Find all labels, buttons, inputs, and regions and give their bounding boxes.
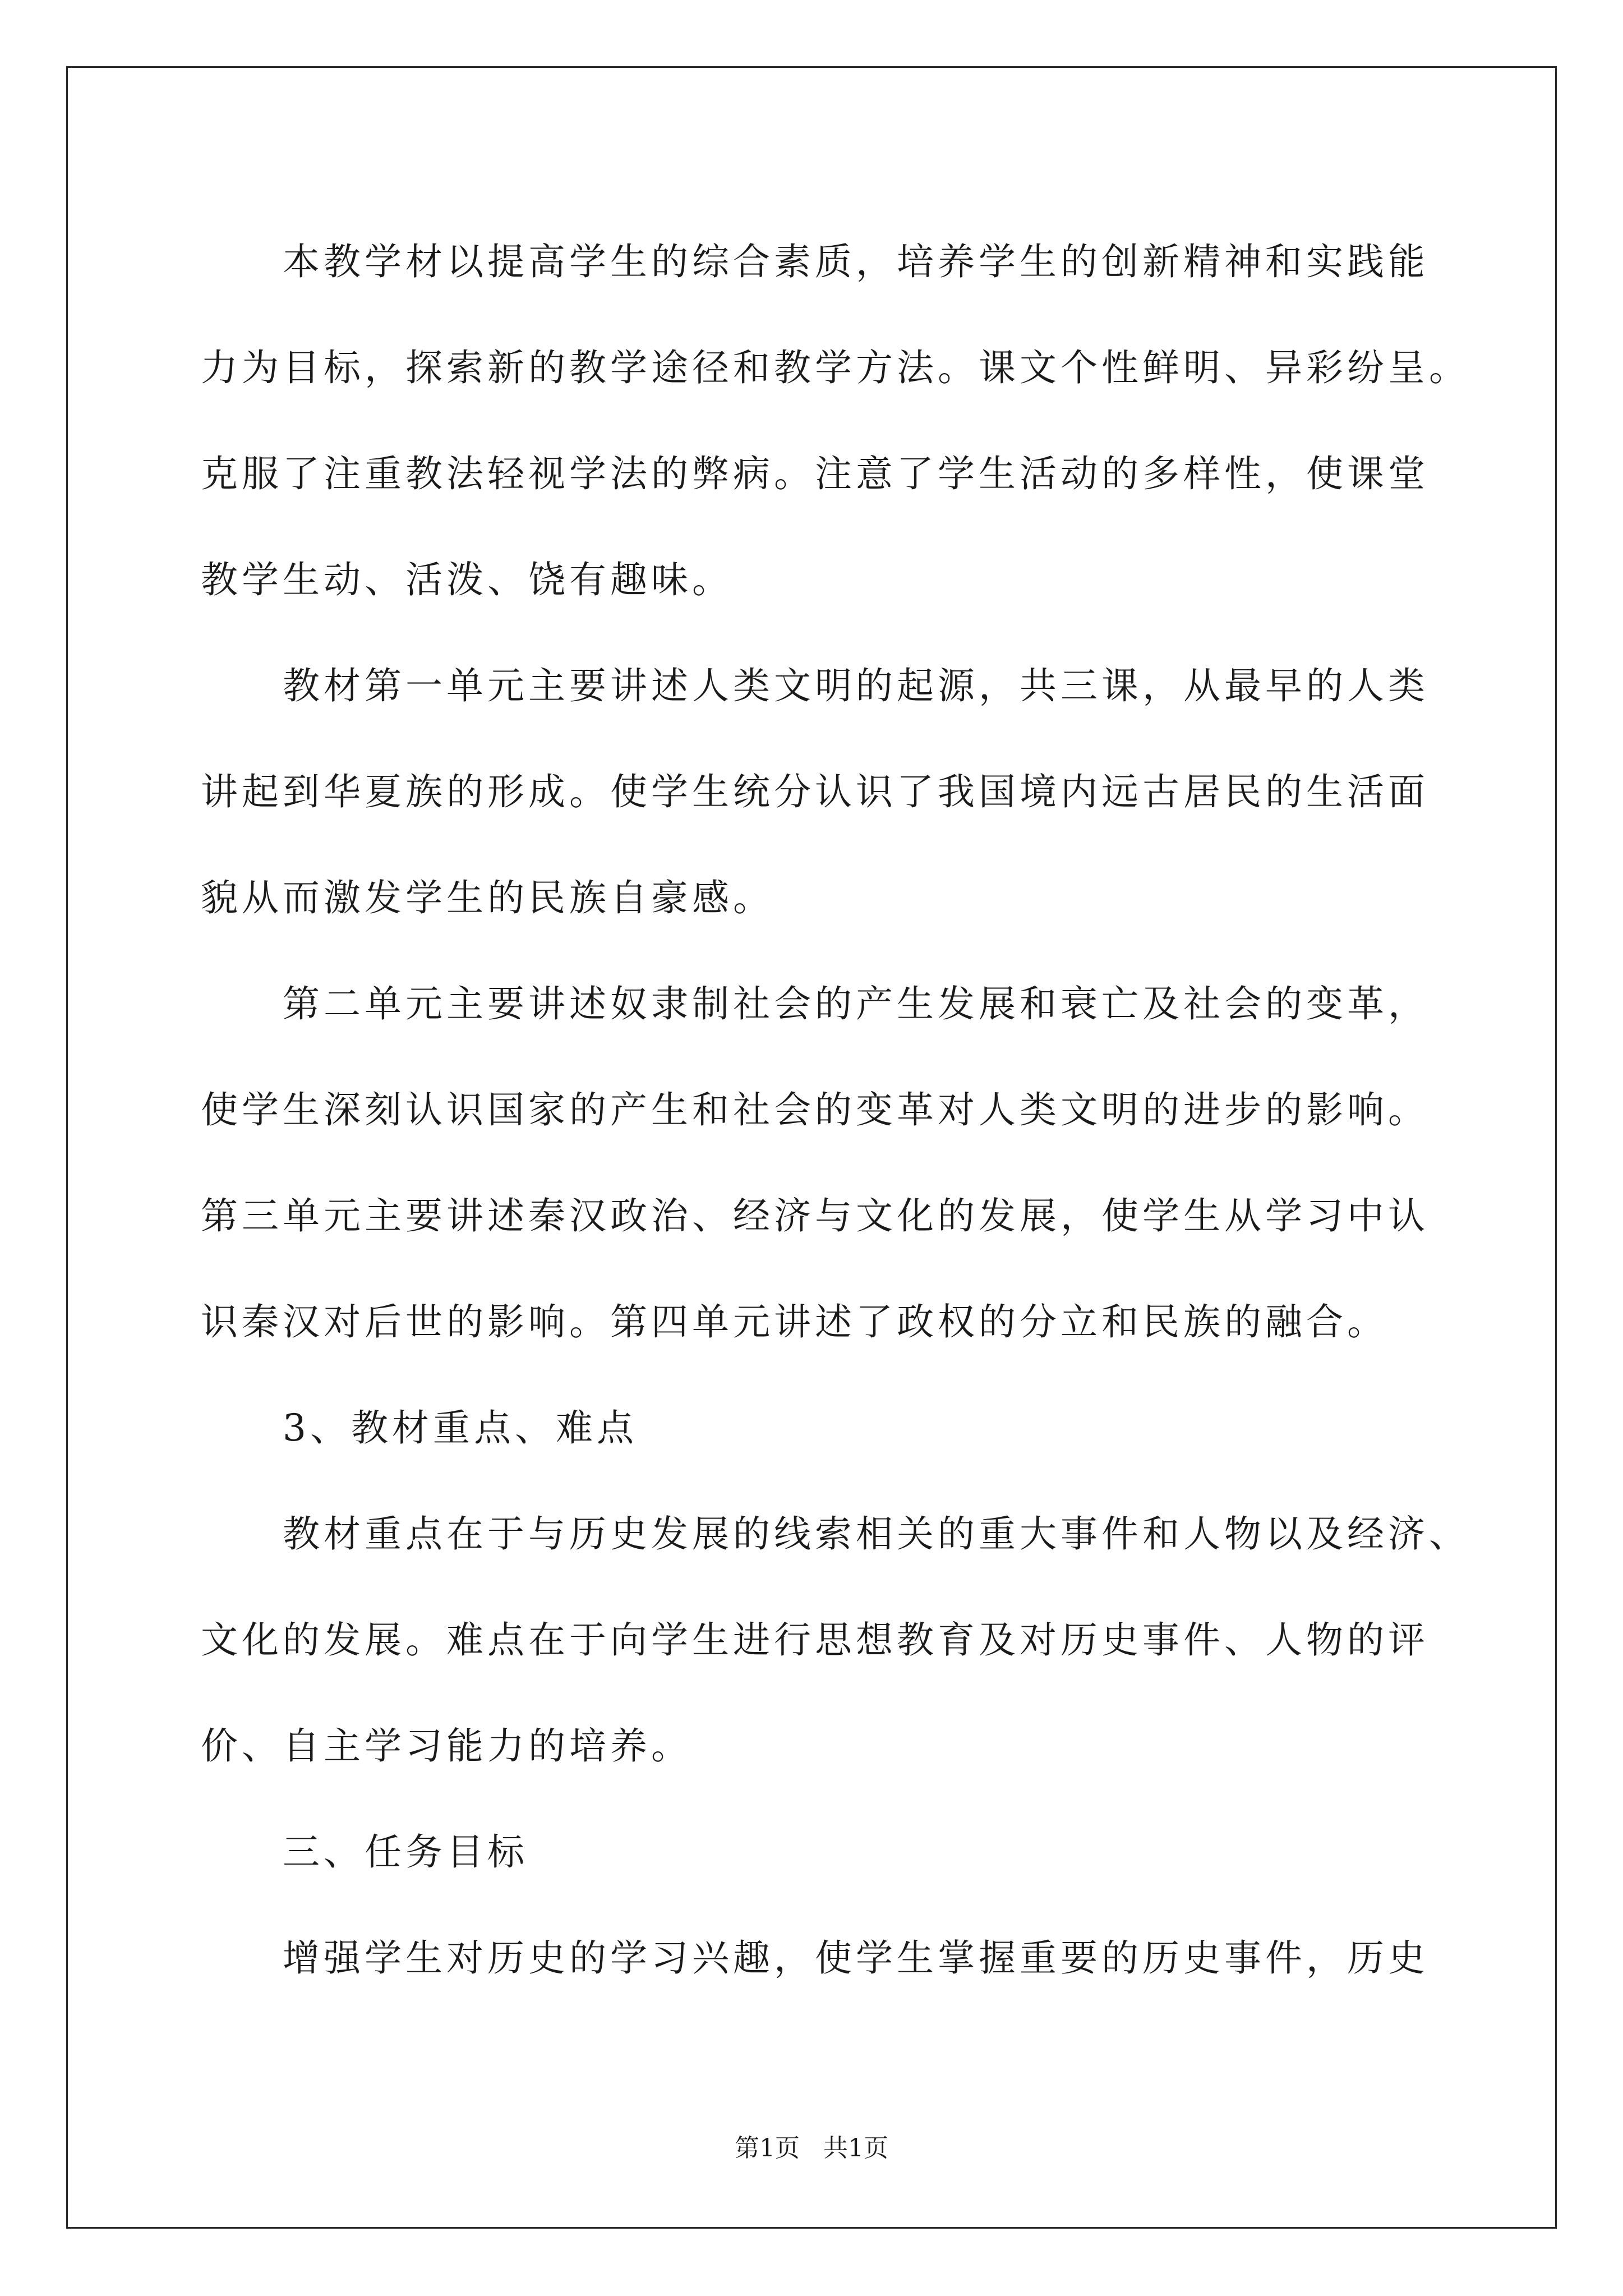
text-line: 本教学材以提高学生的综合素质，培养学生的创新精神和实践能 bbox=[283, 240, 1429, 283]
text-line: 增强学生对历史的学习兴趣，使学生掌握重要的历史事件，历史 bbox=[283, 1936, 1429, 1980]
text-line: 识秦汉对后世的影响。第四单元讲述了政权的分立和民族的融合。 bbox=[201, 1300, 1388, 1343]
paragraph-1 bbox=[201, 209, 1470, 633]
paragraph-3 bbox=[201, 951, 1440, 1375]
text-line: 教材重点在于与历史发展的线索相关的重大事件和人物以及经济、 bbox=[283, 1512, 1470, 1556]
text-line: 貌从而激发学生的民族自豪感。 bbox=[201, 876, 774, 919]
text-line: 克服了注重教法轻视学法的弊病。注意了学生活动的多样性，使课堂 bbox=[201, 452, 1429, 495]
text-line: 第二单元主要讲述奴隶制社会的产生发展和衰亡及社会的变革， bbox=[283, 982, 1429, 1025]
text-line: 讲起到华夏族的形成。使学生统分认识了我国境内远古居民的生活面 bbox=[201, 770, 1429, 813]
text-line: 第三单元主要讲述秦汉政治、经济与文化的发展，使学生从学习中认 bbox=[201, 1194, 1429, 1237]
text-line: 3、教材重点、难点 bbox=[283, 1406, 638, 1450]
text-line: 力为目标，探索新的教学途径和教学方法。课文个性鲜明、异彩纷呈。 bbox=[201, 346, 1470, 389]
document-body bbox=[201, 209, 1470, 2011]
paragraph-2 bbox=[201, 633, 1440, 951]
text-line: 教学生动、活泼、饶有趣味。 bbox=[201, 558, 733, 601]
text-line: 教材第一单元主要讲述人类文明的起源，共三课，从最早的人类 bbox=[283, 664, 1429, 707]
section-heading-teaching-focus bbox=[201, 1375, 1440, 1481]
text-line: 使学生深刻认识国家的产生和社会的变革对人类文明的进步的影响。 bbox=[201, 1088, 1429, 1131]
paragraph-5 bbox=[201, 1905, 1440, 2011]
paragraph-4 bbox=[201, 1481, 1470, 1799]
text-line: 三、任务目标 bbox=[283, 1830, 528, 1874]
section-heading-task-goals bbox=[201, 1799, 1440, 1905]
text-line: 价、自主学习能力的培养。 bbox=[201, 1724, 692, 1768]
text-line: 文化的发展。难点在于向学生进行思想教育及对历史事件、人物的评 bbox=[201, 1618, 1429, 1662]
page-number-footer: 第1页 共1页 bbox=[735, 2134, 888, 2162]
